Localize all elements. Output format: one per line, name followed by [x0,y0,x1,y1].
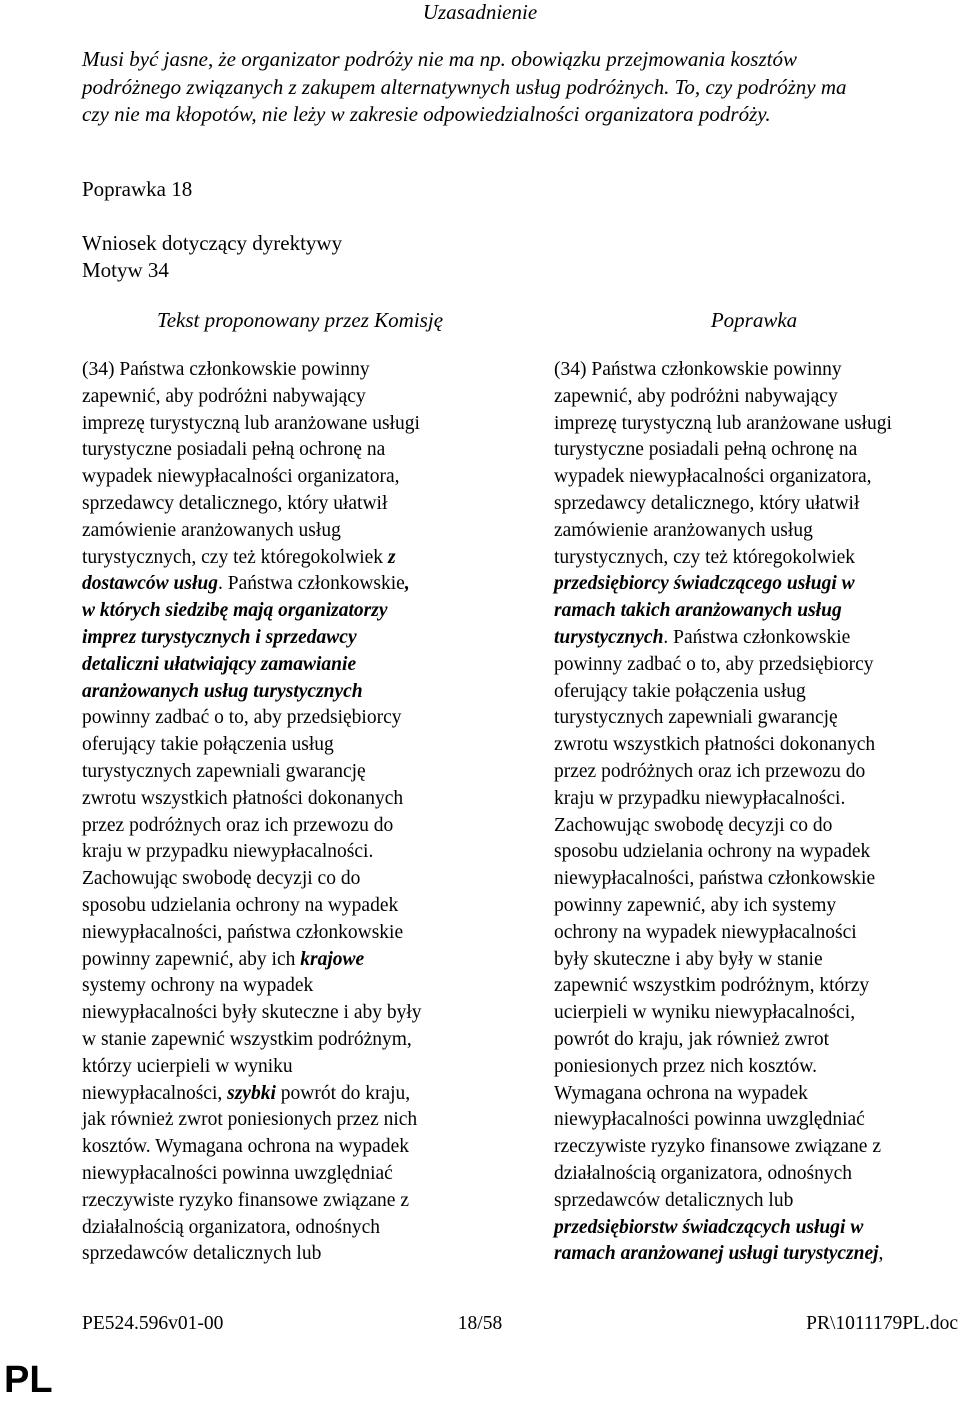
text-segment: niewypłacalności, [82,1082,228,1104]
text-segment: . Państwa członkowskie [218,573,405,595]
text-segment: niewypłacalności powinna uwzględniać [82,1162,393,1184]
text-segment: przez podróżnych oraz ich przewozu do [82,814,394,836]
language-code: PL [4,1359,53,1401]
emphasized-change: detaliczni ułatwiający zamawianie [82,653,357,675]
text-segment: zapewnić, aby podróżni nabywający [82,385,366,407]
text-segment: niewypłacalności, państwa członkowskie [554,868,876,890]
text-segment: (34) Państwa członkowskie powinny [554,359,842,380]
left-text-line [82,571,482,598]
emphasized-change: przedsiębiorstw świadczących usługi w [554,1216,864,1238]
text-segment: Wymagana ochrona na wypadek [554,1082,808,1104]
text-segment: sprzedawcy detalicznego, który ułatwił [82,492,388,514]
proposal-title: Wniosek dotyczący dyrektywy [82,231,343,255]
emphasized-change: przedsiębiorcy świadczącego usługi w [554,573,855,595]
text-segment: powrót do kraju, [275,1082,411,1104]
text-segment: oferujący takie połączenia usług [554,680,806,702]
right-text-line [554,893,954,920]
text-segment: sposobu udzielania ochrony na wypadek [554,841,871,863]
footer-doc-ref: PE524.596v01-00 [82,1313,224,1334]
text-segment: turystyczne posiadali pełną ochronę na [554,439,858,461]
right-text-line [554,545,954,572]
text-segment: zwrotu wszystkich płatności dokonanych [82,787,404,809]
text-segment: poniesionych przez nich kosztów. [554,1055,817,1077]
text-segment: jak również zwrot poniesionych przez nich [82,1109,418,1131]
left-text-line [82,518,482,545]
text-segment: były skuteczne i aby były w stanie [554,948,823,970]
text-segment: sprzedawców detalicznych lub [82,1243,322,1265]
right-text-line [554,786,954,813]
text-segment: sprzedawców detalicznych lub [554,1189,794,1211]
left-text-line [82,1241,482,1268]
emphasized-change: ramach takich aranżowanych usług [554,600,842,622]
text-segment: sposobu udzielania ochrony na wypadek [82,894,399,916]
right-text-line [554,625,954,652]
text-segment: powrót do kraju, jak również zwrot [554,1028,830,1050]
text-segment: kraju w przypadku niewypłacalności. [82,841,374,863]
right-text-line [554,866,954,893]
left-text-line [82,679,482,706]
text-segment: powinny zadbać o to, aby przedsiębiorcy [554,653,874,675]
emphasized-change: ramach aranżowanej usługi turystycznej [554,1243,879,1265]
right-text-line [554,1188,954,1215]
right-text-line [554,1054,954,1081]
left-text-line [82,598,482,625]
text-segment: niewypłacalności były skuteczne i aby były [82,1002,422,1024]
emphasized-change: w których siedzibę mają organizatorzy [82,600,388,622]
left-text-line [82,491,482,518]
commission-text-column [82,357,482,1268]
text-segment: Zachowując swobodę decyzji co do [554,814,833,836]
left-text-line [82,1000,482,1027]
text-segment: zapewnić wszystkim podróżnym, którzy [554,975,870,997]
right-text-line [554,464,954,491]
right-text-line [554,518,954,545]
amendment-text-column [554,357,954,1268]
right-text-line [554,357,954,384]
text-segment: , [878,1243,884,1265]
left-text-line [82,1107,482,1134]
right-text-line [554,759,954,786]
emphasized-change: z [387,546,396,568]
left-text-line [82,893,482,920]
text-segment: przez podróżnych oraz ich przewozu do [554,760,866,782]
amendment-header: Poprawka [710,308,798,332]
text-segment: turystycznych zapewniali gwarancję [82,760,366,782]
left-text-line [82,1054,482,1081]
left-text-line [82,652,482,679]
left-paragraph [82,357,482,1268]
right-text-line [554,1000,954,1027]
text-segment: w stanie zapewnić wszystkim podróżnym, [82,1028,412,1050]
text-segment: turystycznych zapewniali gwarancję [554,707,838,729]
right-text-line [554,437,954,464]
right-text-line [554,1215,954,1242]
right-paragraph [554,357,954,1268]
left-text-line [82,1027,482,1054]
left-text-line [82,920,482,947]
text-segment: turystyczne posiadali pełną ochronę na [82,439,386,461]
left-text-line [82,357,482,384]
left-text-line [82,839,482,866]
text-segment: ochrony na wypadek niewypłacalności [554,921,857,943]
text-segment: . Państwa członkowskie [663,626,851,648]
right-text-line [554,732,954,759]
right-text-line [554,1161,954,1188]
text-segment: oferujący takie połączenia usług [82,734,334,756]
text-segment: zapewnić, aby podróżni nabywający [554,385,838,407]
right-text-line [554,571,954,598]
left-text-line [82,437,482,464]
right-text-line [554,1107,954,1134]
text-segment: niewypłacalności, państwa członkowskie [82,921,404,943]
commission-text-header: Tekst proponowany przez Komisję [156,308,444,332]
emphasized-change: dostawców usług [82,573,218,595]
left-text-line [82,411,482,438]
emphasized-change: turystycznych [554,626,664,648]
justification-text [82,46,882,129]
left-text-line [82,384,482,411]
text-segment: turystycznych, czy też któregokolwiek [82,546,388,568]
recital-number: Motyw 34 [82,258,169,282]
text-segment: działalnością organizatora, odnośnych [554,1162,852,1184]
text-segment: (34) Państwa członkowskie powinny [82,359,370,380]
text-segment: działalnością organizatora, odnośnych [82,1216,380,1238]
right-text-line [554,491,954,518]
left-text-line [82,625,482,652]
text-segment: rzeczywiste ryzyko finansowe związane z [554,1136,881,1158]
text-segment: kraju w przypadku niewypłacalności. [554,787,846,809]
left-text-line [82,705,482,732]
text-segment: systemy ochrony na wypadek [82,975,314,997]
emphasized-change: aranżowanych usług turystycznych [82,680,363,702]
right-text-line [554,1081,954,1108]
text-segment: niewypłacalności powinna uwzględniać [554,1109,865,1131]
text-segment: turystycznych, czy też któregokolwiek [554,546,856,568]
left-text-line [82,1134,482,1161]
text-segment: powinny zapewnić, aby ich systemy [554,894,837,916]
left-text-line [82,973,482,1000]
text-segment: imprezę turystyczną lub aranżowane usługi [82,412,420,434]
justification-line: Musi być jasne, że organizator podróży nie ma np. obowiązku przejmowania kosztów [82,47,797,71]
text-segment: wypadek niewypłacalności organizatora, [554,466,872,488]
justification-heading: Uzasadnienie [422,0,538,24]
text-segment: powinny zapewnić, aby ich [82,948,301,970]
right-text-line [554,973,954,1000]
text-segment: wypadek niewypłacalności organizatora, [82,466,400,488]
right-text-line [554,705,954,732]
text-segment: zwrotu wszystkich płatności dokonanych [554,734,876,756]
left-text-line [82,813,482,840]
emphasized-change: krajowe [300,948,365,970]
text-segment: którzy ucierpieli w wyniku [82,1055,293,1077]
right-text-line [554,652,954,679]
right-text-line [554,920,954,947]
right-text-line [554,679,954,706]
right-text-line [554,384,954,411]
text-segment: zamówienie aranżowanych usług [554,519,813,541]
right-text-line [554,1027,954,1054]
left-text-line [82,545,482,572]
footer-page-number: 18/58 [457,1313,503,1334]
amendment-number: Poprawka 18 [82,177,193,201]
right-text-line [554,1241,954,1268]
text-segment: Zachowując swobodę decyzji co do [82,868,361,890]
text-segment: powinny zadbać o to, aby przedsiębiorcy [82,707,402,729]
left-text-line [82,1188,482,1215]
right-text-line [554,813,954,840]
left-text-line [82,1081,482,1108]
left-text-line [82,866,482,893]
left-text-line [82,1161,482,1188]
left-text-line [82,1215,482,1242]
emphasized-change: , [404,573,410,595]
text-segment: ucierpieli w wyniku niewypłacalności, [554,1002,856,1024]
justification-line: podróżnego związanych z zakupem alternatywnych usług podróżnych. To, czy podróżny ma [82,74,847,99]
right-text-line [554,411,954,438]
left-text-line [82,759,482,786]
emphasized-change: imprez turystycznych i sprzedawcy [82,626,357,648]
left-text-line [82,947,482,974]
right-text-line [554,947,954,974]
left-text-line [82,464,482,491]
text-segment: kosztów. Wymagana ochrona na wypadek [82,1136,409,1158]
left-text-line [82,786,482,813]
text-segment: imprezę turystyczną lub aranżowane usługi [554,412,892,434]
text-segment: zamówienie aranżowanych usług [82,519,341,541]
right-text-line [554,598,954,625]
right-text-line [554,839,954,866]
text-segment: sprzedawcy detalicznego, który ułatwił [554,492,860,514]
left-text-line [82,732,482,759]
footer-file-name: PR\1011179PL.doc [806,1313,958,1334]
text-segment: rzeczywiste ryzyko finansowe związane z [82,1189,409,1211]
right-text-line [554,1134,954,1161]
justification-line: czy nie ma kłopotów, nie leży w zakresie odpowiedzialności organizatora podróży. [82,102,771,126]
emphasized-change: szybki [227,1082,276,1104]
